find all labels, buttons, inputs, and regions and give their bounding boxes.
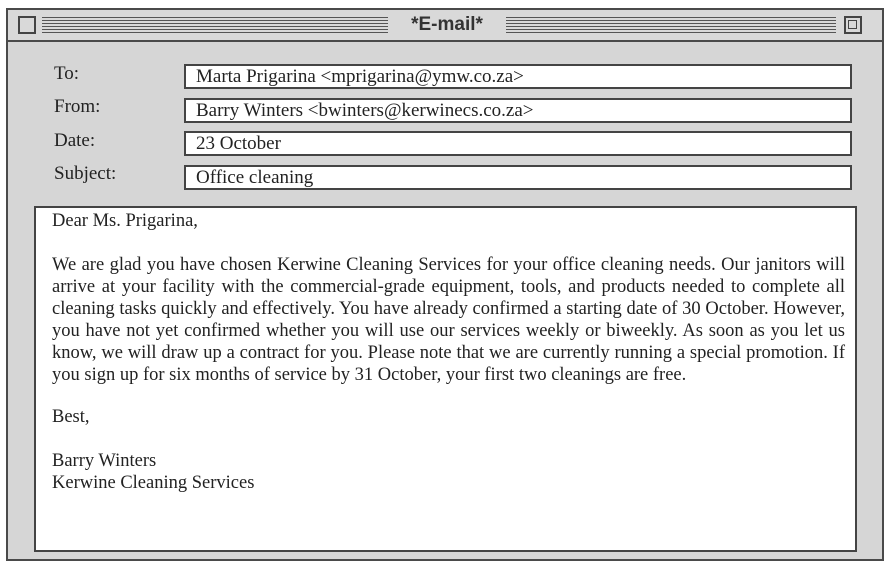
message-body[interactable] [34, 206, 857, 552]
date-field[interactable]: 23 October [184, 131, 852, 156]
subject-label: Subject: [54, 163, 117, 184]
to-field[interactable]: Marta Prigarina <mprigarina@ymw.co.za> [184, 64, 852, 89]
sender-company: Kerwine Cleaning Services [52, 473, 255, 493]
window-title: *E-mail* [411, 14, 483, 35]
title-stripes-right [506, 17, 836, 33]
closing: Best, [52, 407, 90, 427]
to-label: To: [54, 63, 80, 84]
zoom-box-icon[interactable] [844, 16, 862, 34]
from-field[interactable]: Barry Winters <bwinters@kerwinecs.co.za> [184, 98, 852, 123]
title-bar[interactable] [8, 10, 882, 42]
email-window [6, 8, 884, 561]
greeting: Dear Ms. Prigarina, [52, 211, 198, 231]
subject-field[interactable]: Office cleaning [184, 165, 852, 190]
title-stripes-left [42, 17, 388, 33]
message-paragraph: We are glad you have chosen Kerwine Cleaning Services for your office cleaning needs. Our janitors will arrive at your facility with the commercial-grade equipment, tools, and products needed to complete all cleaning tasks quickly and effectively. You have already confirmed a starting date of 30 October. However, you have not yet confirmed whether you will use our services weekly or biweekly. As soon as you let us know, we will draw up a contract for you. Please note that we are currently running a special promotion. If you sign up for six months of service by 31 October, your first two cleanings are free. [52, 255, 845, 385]
close-box-icon[interactable] [18, 16, 36, 34]
sender-name: Barry Winters [52, 451, 157, 471]
date-label: Date: [54, 130, 96, 151]
from-label: From: [54, 96, 101, 117]
